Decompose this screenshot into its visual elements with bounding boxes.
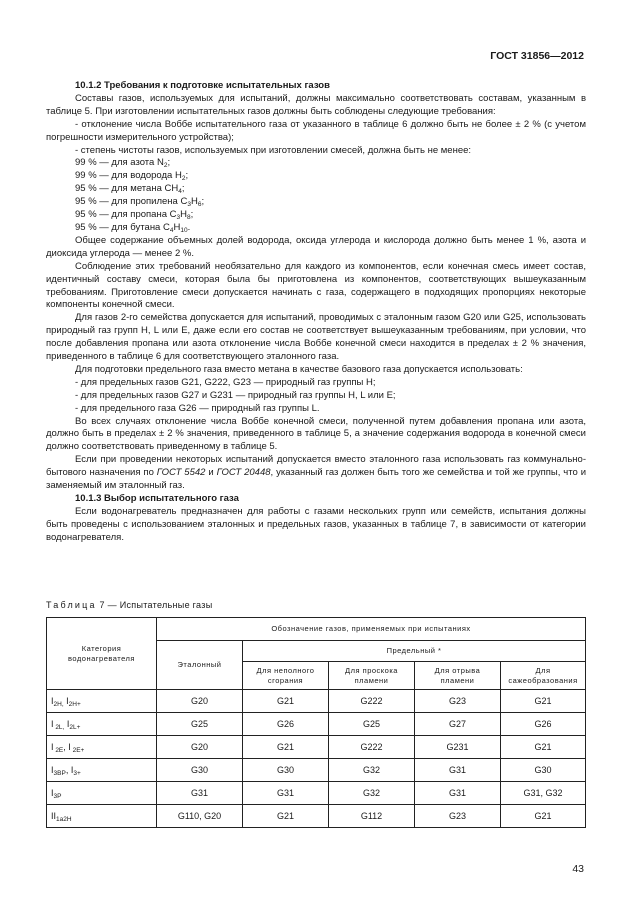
cell-liftoff: G23 xyxy=(415,690,501,713)
paragraph-total-content: Общее содержание объемных долей водорода, оксида углерода и кислорода должно быть менее 1 %, азота и диоксида углерода — менее 2 %. xyxy=(46,234,586,259)
limit-item: - для предельных газов G27 и G231 — природный газ группы H, L или E; xyxy=(75,389,396,401)
cell-liftoff: G31 xyxy=(415,759,501,782)
cell-incomplete: G21 xyxy=(243,736,329,759)
cell-soot: G31, G32 xyxy=(501,782,586,805)
section-heading-10-1-3: 10.1.3 Выбор испытательного газа xyxy=(75,493,239,504)
purity-item: 95 % — для метана $CH_4$; xyxy=(75,183,185,196)
purity-item: 99 % — для водорода $H_2$; xyxy=(75,170,189,183)
cell-reference: G30 xyxy=(157,759,243,782)
cell-reference: G25 xyxy=(157,713,243,736)
standard-reference: ГОСТ 20448 xyxy=(216,467,271,479)
paragraph-wobbe-all: Во всех случаях отклонение числа Воббе конечной смеси, полученной путем добавления пропана или азота, должно быть в пределах ± 2 % значения, приведенного в таблице 5, а значение содержания водорода в конечной смеси должно соответствовать приведенному в таблице 5. xyxy=(46,415,586,453)
cell-category: $I_{3BP}$, $I_{3+}$ xyxy=(47,759,157,782)
cell-reference: G110, G20 xyxy=(157,805,243,828)
table-row xyxy=(47,690,586,713)
table-row xyxy=(47,736,586,759)
cell-liftoff: G231 xyxy=(415,736,501,759)
header-limit: Предельный * xyxy=(243,641,586,662)
document-body xyxy=(46,80,586,545)
cell-incomplete: G21 xyxy=(243,805,329,828)
cell-category: I $_{2L,}$ $I_{2L+}$ xyxy=(47,713,157,736)
cell-flashback: G32 xyxy=(329,759,415,782)
header-sooting: Для сажеобразования xyxy=(501,662,586,690)
cell-soot: G21 xyxy=(501,805,586,828)
cell-flashback: G25 xyxy=(329,713,415,736)
header-flashback: Для проскока пламени xyxy=(329,662,415,690)
purity-item: 95 % — для пропана $C_3H_8$; xyxy=(75,209,194,222)
paragraph-limit-intro: Для подготовки предельного газа вместо метана в качестве базового газа допускается использовать: xyxy=(75,363,523,375)
cell-liftoff: G27 xyxy=(415,713,501,736)
header-category: Категория водонагревателя xyxy=(47,618,157,690)
table-row xyxy=(47,782,586,805)
paragraph-gas-selection: Если водонагреватель предназначен для работы с газами нескольких групп или семейств, испытания должны быть проведены с использованием эталонных и предельных газов, указанных в таблице 7, в зависимости от категории водонагревателя. xyxy=(46,505,586,543)
requirement-wobbe: - отклонение числа Воббе испытательного газа от указанного в таблице 6 должно быть не более ± 2 % (с учетом погрешности измерительного устройства); xyxy=(46,118,586,143)
cell-flashback: G222 xyxy=(329,736,415,759)
cell-liftoff: G31 xyxy=(415,782,501,805)
cell-incomplete: G30 xyxy=(243,759,329,782)
requirement-purity: - степень чистоты газов, используемых при изготовлении смесей, должна быть не менее: xyxy=(75,144,472,156)
page-number: 43 xyxy=(572,863,584,875)
cell-reference: G20 xyxy=(157,736,243,759)
cell-reference: G20 xyxy=(157,690,243,713)
cell-incomplete: G26 xyxy=(243,713,329,736)
cell-incomplete: G21 xyxy=(243,690,329,713)
cell-soot: G26 xyxy=(501,713,586,736)
header-reference: Эталонный xyxy=(157,641,243,690)
cell-flashback: G112 xyxy=(329,805,415,828)
header-designation: Обозначение газов, применяемых при испытаниях xyxy=(157,618,586,641)
paragraph-household-gas: Если при проведении некоторых испытаний допускается вместо эталонного газа использовать газ коммунально-бытового назначения по ГОСТ 5542 и ГОСТ 20448, указанный газ должен быть того же семейства и той же группы, что и заменяемый им эталонный газ. xyxy=(46,454,586,492)
purity-item: 99 % — для азота $N_2$; xyxy=(75,157,171,170)
purity-item: 95 % — для бутана $C_4H_{10}$. xyxy=(75,221,191,234)
cell-category: $I_{3P}$ xyxy=(47,782,157,805)
cell-category: I $_{2E}$, I $_{2E+}$ xyxy=(47,736,157,759)
limit-item: - для предельного газа G26 — природный газ группы L. xyxy=(75,402,320,414)
paragraph-compliance: Соблюдение этих требований необязательно для каждого из компонентов, если конечная смесь имеет состав, идентичный составу смеси, которая была бы приготовлена из компонентов, соответствующих вышеуказанным требованиям. Приготовление смеси допускается начинать с газа, содержащего в подходящих пропорциях некоторые компоненты конечной смеси. xyxy=(46,260,586,311)
test-gases-table xyxy=(46,617,586,828)
paragraph-second-family: Для газов 2-го семейства допускается для испытаний, проводимых с эталонным газом G20 или G25, использовать природный газ групп H, L или E, даже если его состав не соответствует вышеуказанным требованиям, при условии, что после добавления пропана или азота отклонение числа Воббе конечной смеси находится в пределах ± 2 % значения, приведенного в таблице 6 для соответствующего эталонного газа. xyxy=(46,312,586,363)
header-flame-liftoff: Для отрыва пламени xyxy=(415,662,501,690)
cell-soot: G21 xyxy=(501,690,586,713)
cell-soot: G21 xyxy=(501,736,586,759)
table-row xyxy=(47,713,586,736)
cell-liftoff: G23 xyxy=(415,805,501,828)
cell-flashback: G222 xyxy=(329,690,415,713)
section-heading-10-1-2: 10.1.2 Требования к подготовке испытательных газов xyxy=(75,80,330,91)
document-code: ГОСТ 31856—2012 xyxy=(490,50,584,62)
cell-category: $II_{1a2H}$ xyxy=(47,805,157,828)
cell-incomplete: G31 xyxy=(243,782,329,805)
table-row xyxy=(47,759,586,782)
purity-item: 95 % — для пропилена $C_3H_6$; xyxy=(75,196,205,209)
limit-item: - для предельных газов G21, G222, G23 — природный газ группы H; xyxy=(75,376,376,388)
cell-soot: G30 xyxy=(501,759,586,782)
cell-category: $I_{2H,}$ $I_{2H+}$ xyxy=(47,690,157,713)
cell-reference: G31 xyxy=(157,782,243,805)
header-incomplete-combustion: Для неполного сгорания xyxy=(243,662,329,690)
table-caption: Таблица 7 — Испытательные газы xyxy=(46,600,213,610)
paragraph-intro: Составы газов, используемых для испытаний, должны максимально соответствовать составам, указанным в таблице 5. При изготовлении испытательных газов должны быть соблюдены следующие требования: xyxy=(46,92,586,117)
table-row xyxy=(47,805,586,828)
cell-flashback: G32 xyxy=(329,782,415,805)
standard-reference: ГОСТ 5542 xyxy=(156,467,206,479)
